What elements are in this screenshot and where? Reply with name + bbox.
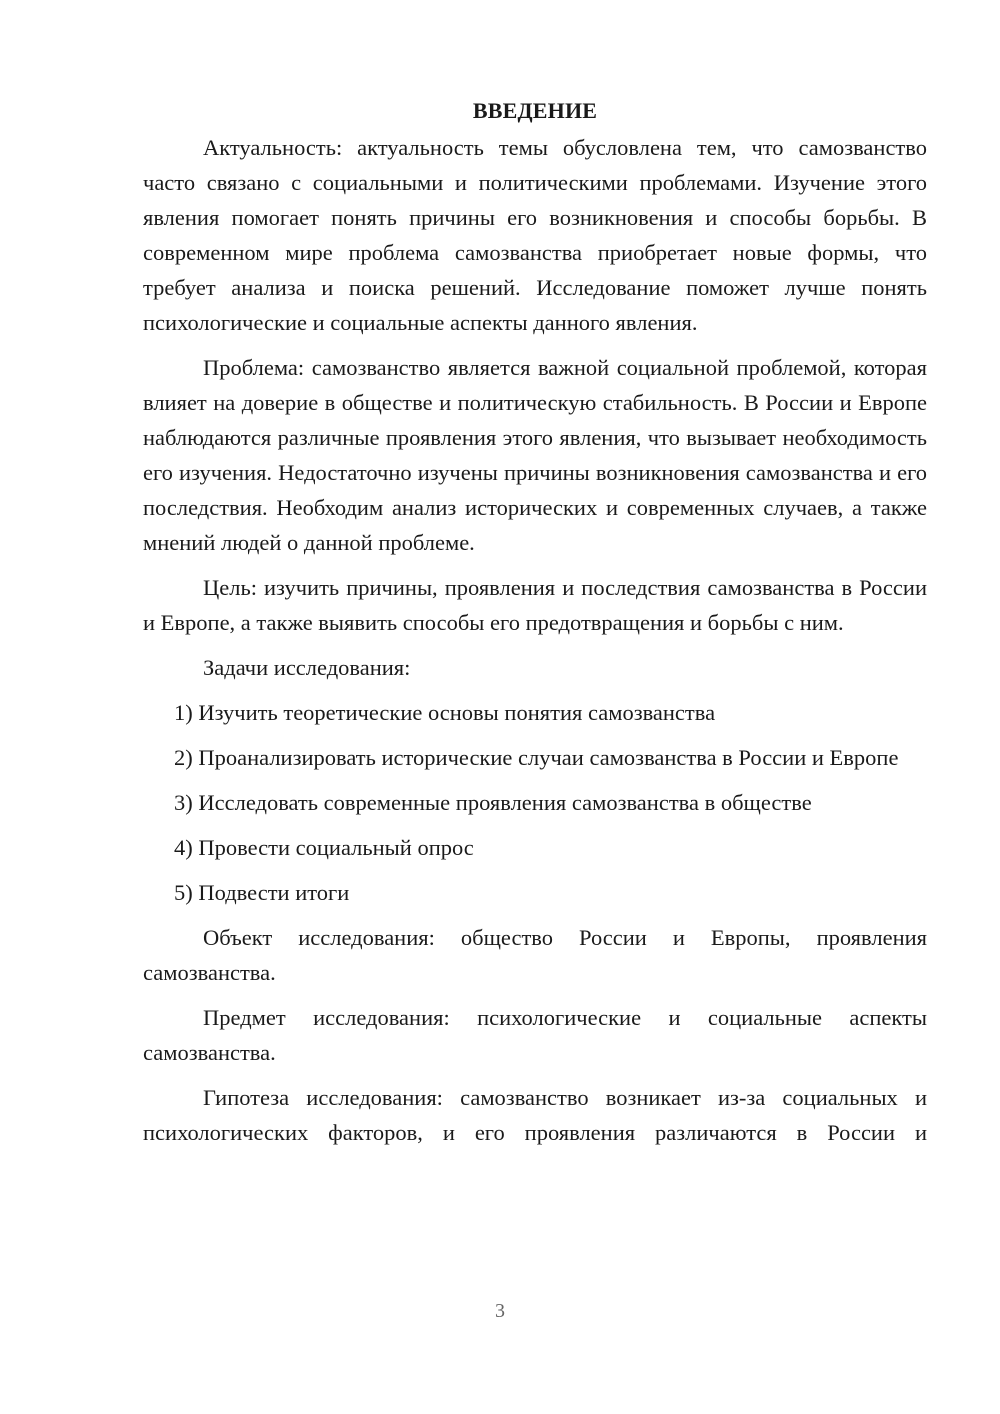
task-item: 2) Проанализировать исторические случаи самозванства в России и Европе [174,745,899,770]
paragraph-object: Объект исследования: общество России и Европы, проявления самозванства. [143,925,927,985]
page-number: 3 [495,1300,505,1322]
section-title: ВВЕДЕНИЕ [472,98,598,123]
task-item: 5) Подвести итоги [174,880,350,905]
task-item: 3) Исследовать современные проявления самозванства в обществе [174,790,812,815]
task-item: 1) Изучить теоретические основы понятия самозванства [174,700,716,725]
paragraph-tasks-heading: Задачи исследования: [203,655,411,680]
paragraph-goal: Цель: изучить причины, проявления и последствия самозванства в России и Европе, а также выявить способы его предотвращения и борьбы с ним. [143,575,927,635]
tasks-list [143,695,927,910]
document-page [143,96,927,1160]
paragraph-hypothesis: Гипотеза исследования: самозванство возникает из-за социальных и психологических факторов, и его проявления различаются в России и [143,1085,927,1145]
paragraph-subject: Предмет исследования: психологические и социальные аспекты самозванства. [143,1005,927,1065]
task-item: 4) Провести социальный опрос [174,835,474,860]
paragraph-problem: Проблема: самозванство является важной социальной проблемой, которая влияет на доверие в обществе и политическую стабильность. В России и Европе наблюдаются различные проявления этого явления, что вызывает необходимость его изучения. Недостаточно изучены причины возникновения самозванства и его последствия. Необходим анализ исторических и современных случаев, а также мнений людей о данной проблеме. [143,355,927,555]
paragraph-relevance: Актуальность: актуальность темы обусловлена тем, что самозванство часто связано с социальными и политическими проблемами. Изучение этого явления помогает понять причины его возникновения и способы борьбы. В современном мире проблема самозванства приобретает новые формы, что требует анализа и поиска решений. Исследование поможет лучше понять психологические и социальные аспекты данного явления. [143,135,927,335]
